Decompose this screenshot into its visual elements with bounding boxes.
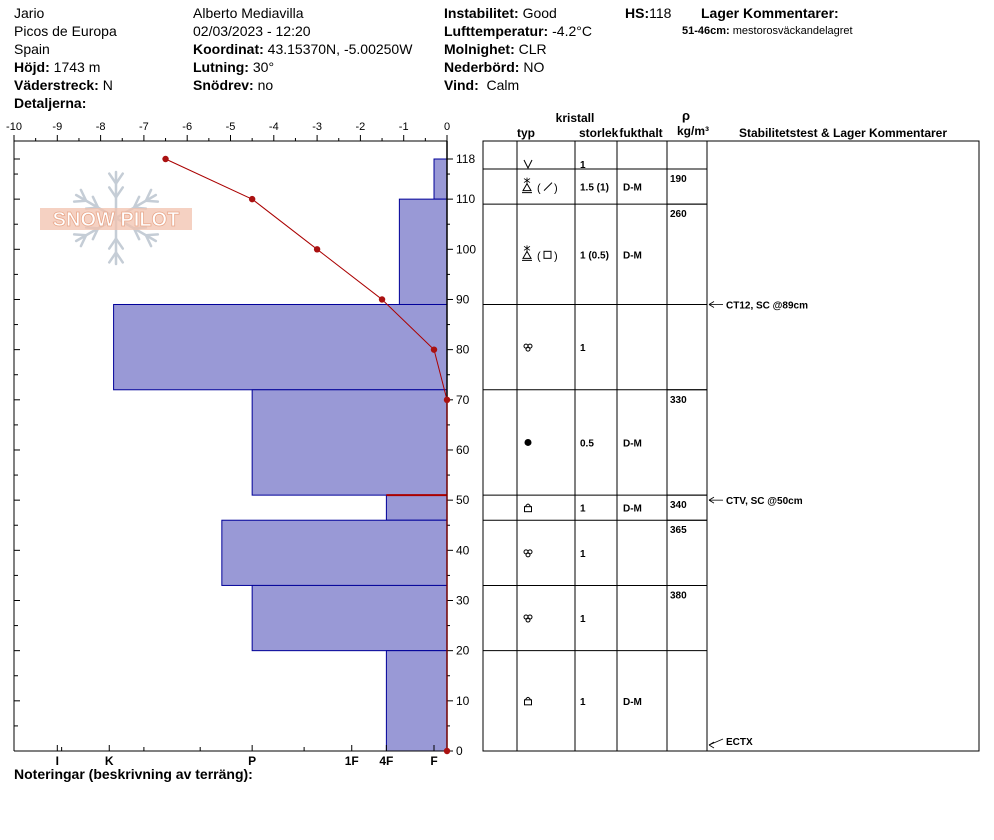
temp-tick-label: -5	[225, 121, 236, 133]
temperature-point	[444, 397, 450, 403]
elevation-value: 1743 m	[53, 59, 101, 75]
height-tick-label: 100	[456, 242, 477, 257]
hardness-bar	[252, 585, 447, 650]
grain-size-cell: 1	[580, 160, 586, 172]
temp-tick-label: -10	[6, 121, 22, 133]
height-tick-label: 90	[456, 292, 470, 307]
crystal-rounded-icon	[524, 615, 532, 622]
region-name: Picos de Europa	[14, 23, 117, 39]
stability-label: Instabilitet:	[444, 5, 519, 21]
hardness-bar	[252, 390, 447, 495]
coordinates-label: Koordinat:	[193, 41, 264, 57]
crystal-faceted-icon	[525, 697, 532, 705]
stability-test-arrowhead	[709, 742, 714, 748]
aspect-label: Väderstreck:	[14, 77, 99, 93]
stability-tests-header: Stabilitetstest & Lager Kommentarer	[738, 126, 948, 140]
air-temp-value: -4.2°C	[552, 23, 592, 39]
density-unit: kg/m³	[676, 124, 710, 138]
crystal-header: kristall	[555, 111, 595, 125]
crystal-ice-icon	[525, 439, 532, 446]
wind-label: Vind:	[444, 77, 479, 93]
moisture-cell: D-M	[623, 250, 642, 262]
stability-test-label: CT12, SC @89cm	[726, 300, 809, 312]
temperature-point	[444, 748, 450, 754]
density-rho: ρ	[681, 108, 691, 123]
hs-label: HS:	[625, 5, 650, 21]
height-tick-label: 110	[456, 192, 476, 207]
temp-tick-label: -6	[182, 121, 193, 133]
grain-size-cell: 1	[580, 343, 586, 355]
wind-loading-label: Snödrev:	[193, 77, 254, 93]
grain-size-cell: 1	[580, 696, 586, 708]
stability-test-label: ECTX	[726, 737, 753, 748]
grain-size-cell: 1	[580, 503, 586, 515]
snowpilot-watermark	[40, 172, 192, 264]
watermark-text: SNOW PILOT	[52, 209, 180, 231]
grain-size-cell: 1.5 (1)	[580, 182, 609, 194]
temperature-point	[249, 196, 255, 202]
hardness-tick-label: F	[430, 754, 438, 768]
layer-comment-range: 51-46cm:	[682, 25, 730, 37]
temp-tick-label: 0	[443, 121, 451, 133]
density-cell: 330	[670, 394, 687, 406]
crystal-faceted-icon	[525, 504, 532, 512]
stability-value: Good	[522, 5, 557, 21]
svg-text:(: (	[537, 250, 541, 263]
layer-comment-text: mestorosväckandelagret	[732, 25, 853, 37]
height-tick-label: 40	[456, 543, 470, 558]
temp-tick-label: -3	[312, 121, 322, 133]
height-tick-label: 20	[456, 643, 470, 658]
size-header: storlek	[579, 126, 619, 140]
sky-value: CLR	[518, 41, 547, 57]
hardness-bar	[386, 651, 447, 751]
temp-tick-label: -1	[398, 121, 409, 133]
moisture-header: fukthalt	[619, 126, 663, 140]
hardness-tick-label: I	[55, 754, 59, 768]
svg-text:(: (	[537, 182, 541, 195]
height-tick-label: 70	[456, 392, 470, 407]
temp-tick-label: -7	[139, 121, 149, 133]
density-cell: 365	[670, 525, 687, 537]
height-tick-label: 60	[456, 442, 470, 457]
layer-table-border	[483, 141, 979, 751]
snowflake-branch	[146, 234, 158, 235]
height-tick-label: 80	[456, 342, 470, 357]
crystal-surface-icon	[524, 160, 532, 168]
slope-value: 30°	[252, 59, 275, 75]
precip-value: NO	[523, 59, 545, 75]
crystal-faceted-mix-icon	[522, 245, 558, 262]
temp-tick-label: -4	[268, 121, 279, 133]
precip-label: Nederbörd:	[444, 59, 520, 75]
hardness-tick-label: K	[104, 754, 114, 768]
height-tick-label: 30	[456, 593, 470, 608]
temp-tick-label: -9	[52, 121, 63, 133]
temperature-point	[431, 346, 437, 352]
air-temp-label: Lufttemperatur:	[444, 23, 549, 39]
elevation-label: Höjd:	[14, 59, 50, 75]
moisture-cell: D-M	[623, 438, 642, 450]
terrain-notes-label: Noteringar (beskrivning av terräng):	[14, 766, 253, 782]
snowflake-branch	[74, 234, 86, 235]
observer-name: Alberto Mediavilla	[193, 5, 304, 21]
observation-datetime: 02/03/2023 - 12:20	[193, 23, 311, 39]
moisture-cell: D-M	[623, 696, 642, 708]
moisture-cell: D-M	[623, 503, 642, 515]
details-label: Detaljerna:	[14, 95, 87, 111]
crystal-fragmented-icon	[522, 178, 558, 195]
temp-tick-label: -2	[355, 121, 366, 133]
grain-size-cell: 0.5	[580, 438, 594, 450]
svg-text:): )	[554, 250, 558, 263]
temperature-point	[314, 246, 320, 252]
grain-size-cell: 1	[580, 614, 586, 626]
location-name: Jario	[14, 5, 45, 21]
crystal-rounded-icon	[524, 550, 532, 557]
height-tick-label: 10	[456, 693, 470, 708]
slope-label: Lutning:	[193, 59, 249, 75]
aspect-value: N	[102, 77, 113, 93]
wind-value: Calm	[486, 77, 520, 93]
snowflake-branch	[146, 201, 158, 202]
sky-label: Molnighet:	[444, 41, 515, 57]
density-cell: 340	[670, 500, 687, 512]
hardness-bar	[222, 520, 447, 585]
density-cell: 380	[670, 590, 687, 602]
grain-size-cell: 1	[580, 548, 586, 560]
stability-test-label: CTV, SC @50cm	[726, 496, 803, 508]
height-tick-label: 118	[456, 152, 476, 166]
temp-tick-label: -8	[95, 121, 106, 133]
type-header: typ	[517, 126, 535, 140]
hardness-bar	[399, 199, 447, 304]
coordinates-value: 43.15370N, -5.00250W	[267, 41, 413, 57]
height-tick-label: 0	[456, 744, 463, 758]
svg-text:): )	[554, 182, 558, 195]
moisture-cell: D-M	[623, 182, 642, 194]
crystal-rounded-icon	[524, 344, 532, 351]
country-name: Spain	[14, 41, 50, 57]
grain-size-cell: 1 (0.5)	[580, 250, 609, 262]
wind-loading-value: no	[257, 77, 274, 93]
hs-value: 118	[649, 5, 672, 21]
temperature-point	[379, 296, 385, 302]
hardness-bar	[386, 495, 447, 520]
hardness-bar	[114, 304, 447, 389]
snowflake-branch	[74, 201, 86, 202]
height-tick-label: 50	[456, 493, 470, 508]
temperature-point	[162, 156, 168, 162]
layer-comments-label: Lager Kommentarer:	[701, 5, 839, 21]
density-cell: 190	[670, 174, 687, 186]
density-cell: 260	[670, 209, 687, 221]
hardness-bar	[434, 159, 447, 199]
hardness-tick-label: 1F	[344, 754, 359, 768]
hardness-tick-label: 4F	[379, 754, 394, 768]
hardness-tick-label: P	[248, 754, 257, 768]
